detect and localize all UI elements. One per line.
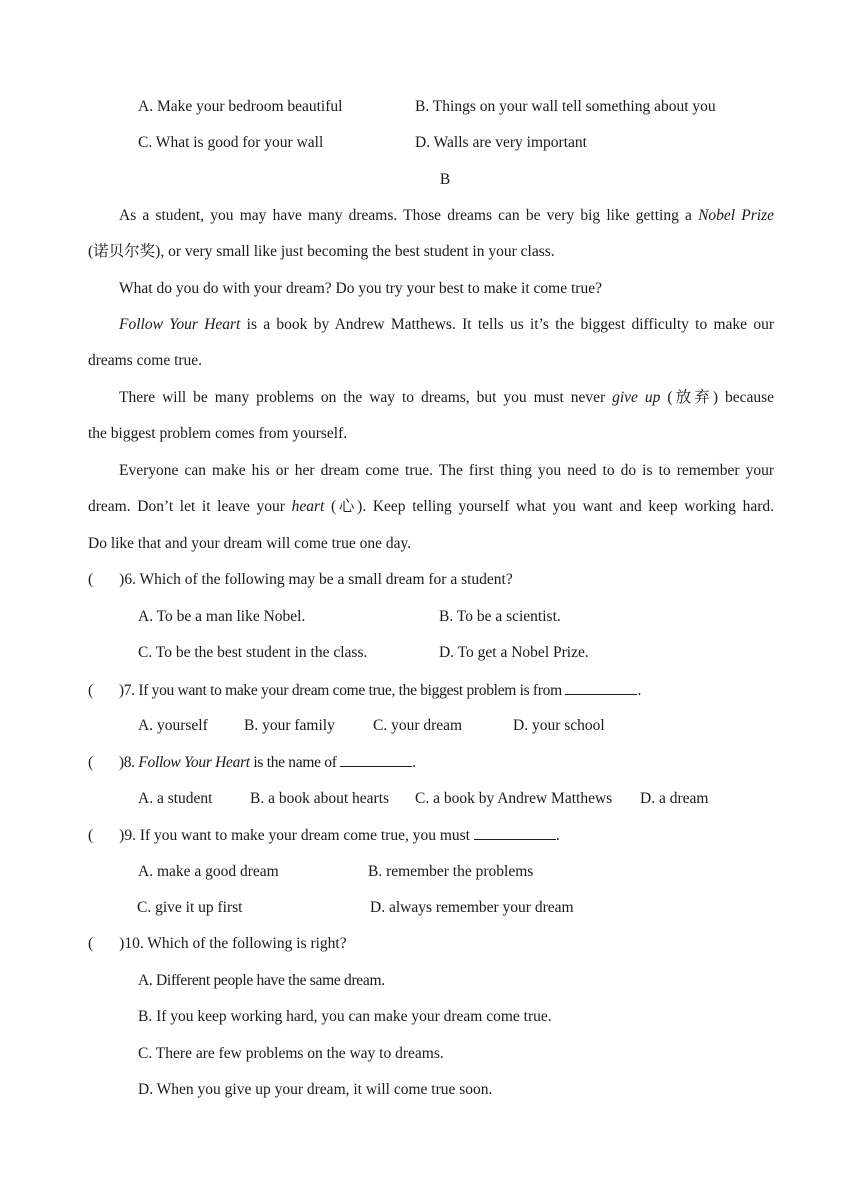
answer-paren: ( bbox=[88, 827, 94, 844]
prev-option-b: B. Things on your wall tell something about you bbox=[415, 98, 716, 115]
q10-option-b: B. If you keep working hard, you can make your dream come true. bbox=[138, 1008, 552, 1025]
q7-option-a: A. yourself bbox=[138, 717, 208, 734]
q7-option-b: B. your family bbox=[244, 717, 335, 734]
q10-option-c: C. There are few problems on the way to dreams. bbox=[138, 1045, 444, 1062]
p4-text-post: (放弃) because bbox=[660, 389, 775, 406]
q8-option-c: C. a book by Andrew Matthews bbox=[415, 790, 613, 807]
q8-book-title: Follow Your Heart bbox=[138, 754, 250, 771]
p1-text: As a student, you may have many dreams. Those dreams can be very big like getting a bbox=[119, 207, 699, 224]
q6-option-d: D. To get a Nobel Prize. bbox=[439, 644, 589, 661]
answer-paren: ( bbox=[88, 571, 94, 588]
q9-option-c: C. give it up first bbox=[137, 899, 243, 916]
p5-text-post: (心). Keep telling yourself what you want and keep working hard. bbox=[324, 498, 774, 515]
q7-tail: . bbox=[637, 682, 642, 699]
passage-p5-line1: Everyone can make his or her dream come true. The first thing you need to do is to remember your bbox=[119, 462, 774, 479]
q10-option-d: D. When you give up your dream, it will come true soon. bbox=[138, 1081, 493, 1098]
answer-paren: ( bbox=[88, 682, 93, 699]
question-10-stem bbox=[88, 934, 347, 954]
answer-paren: ( bbox=[88, 935, 94, 952]
q6-option-c: C. To be the best student in the class. bbox=[138, 644, 368, 661]
section-label: B bbox=[439, 171, 451, 188]
p4-text-pre: There will be many problems on the way to dreams, but you must never bbox=[119, 389, 613, 406]
q8-option-d: D. a dream bbox=[640, 790, 709, 807]
q7-option-d: D. your school bbox=[513, 717, 605, 734]
q8-stem-pre: )8. bbox=[118, 754, 139, 771]
q10-option-a: A. Different people have the same dream. bbox=[138, 972, 385, 989]
p5-text-pre: dream. Don’t let it leave your bbox=[88, 498, 292, 515]
p5-heart: heart bbox=[291, 498, 325, 515]
q7-stem-text: )7. If you want to make your dream come true, the biggest problem is from bbox=[118, 682, 566, 699]
passage-p3-line2: dreams come true. bbox=[88, 352, 203, 369]
passage-p4-line1 bbox=[119, 388, 774, 408]
prev-option-c: C. What is good for your wall bbox=[138, 134, 324, 151]
q8-option-b: B. a book about hearts bbox=[250, 790, 390, 807]
answer-paren: ( bbox=[88, 754, 93, 771]
q9-stem-text: )9. If you want to make your dream come true, you must bbox=[119, 827, 474, 844]
q6-stem-text: )6. Which of the following may be a small dream for a student? bbox=[119, 571, 513, 588]
p3-book-title: Follow Your Heart bbox=[119, 316, 241, 333]
question-6-stem bbox=[88, 570, 513, 590]
question-8-stem bbox=[88, 752, 416, 773]
q6-option-b: B. To be a scientist. bbox=[439, 608, 561, 625]
q7-option-c: C. your dream bbox=[373, 717, 463, 734]
passage-p5-line3: Do like that and your dream will come true one day. bbox=[88, 535, 412, 552]
p4-give-up: give up bbox=[612, 389, 661, 406]
q8-stem-post: is the name of bbox=[249, 754, 341, 771]
passage-p2: What do you do with your dream? Do you try your best to make it come true? bbox=[119, 280, 602, 297]
passage-p1-line2: (诺贝尔奖), or very small like just becoming the best student in your class. bbox=[88, 243, 555, 260]
prev-option-a: A. Make your bedroom beautiful bbox=[138, 98, 343, 115]
q9-blank[interactable] bbox=[474, 825, 556, 840]
q9-option-d: D. always remember your dream bbox=[370, 899, 574, 916]
q9-option-a: A. make a good dream bbox=[138, 863, 279, 880]
passage-p3-line1 bbox=[119, 315, 774, 335]
prev-option-d: D. Walls are very important bbox=[415, 134, 587, 151]
question-9-stem bbox=[88, 825, 560, 846]
q10-stem-text: )10. Which of the following is right? bbox=[119, 935, 347, 952]
p3-text: is a book by Andrew Matthews. It tells us it’s the biggest difficulty to make our bbox=[240, 316, 774, 333]
q8-tail: . bbox=[412, 754, 416, 771]
q8-option-a: A. a student bbox=[138, 790, 213, 807]
q6-option-a: A. To be a man like Nobel. bbox=[138, 608, 306, 625]
q9-tail: . bbox=[555, 827, 560, 844]
question-7-stem bbox=[88, 680, 641, 701]
q9-option-b: B. remember the problems bbox=[368, 863, 534, 880]
q7-blank[interactable] bbox=[565, 680, 637, 695]
q8-blank[interactable] bbox=[340, 752, 412, 767]
passage-p1-line1 bbox=[119, 206, 774, 226]
passage-p4-line2: the biggest problem comes from yourself. bbox=[88, 425, 348, 442]
p1-nobel-prize: Nobel Prize bbox=[698, 207, 774, 224]
passage-p5-line2 bbox=[88, 497, 774, 517]
